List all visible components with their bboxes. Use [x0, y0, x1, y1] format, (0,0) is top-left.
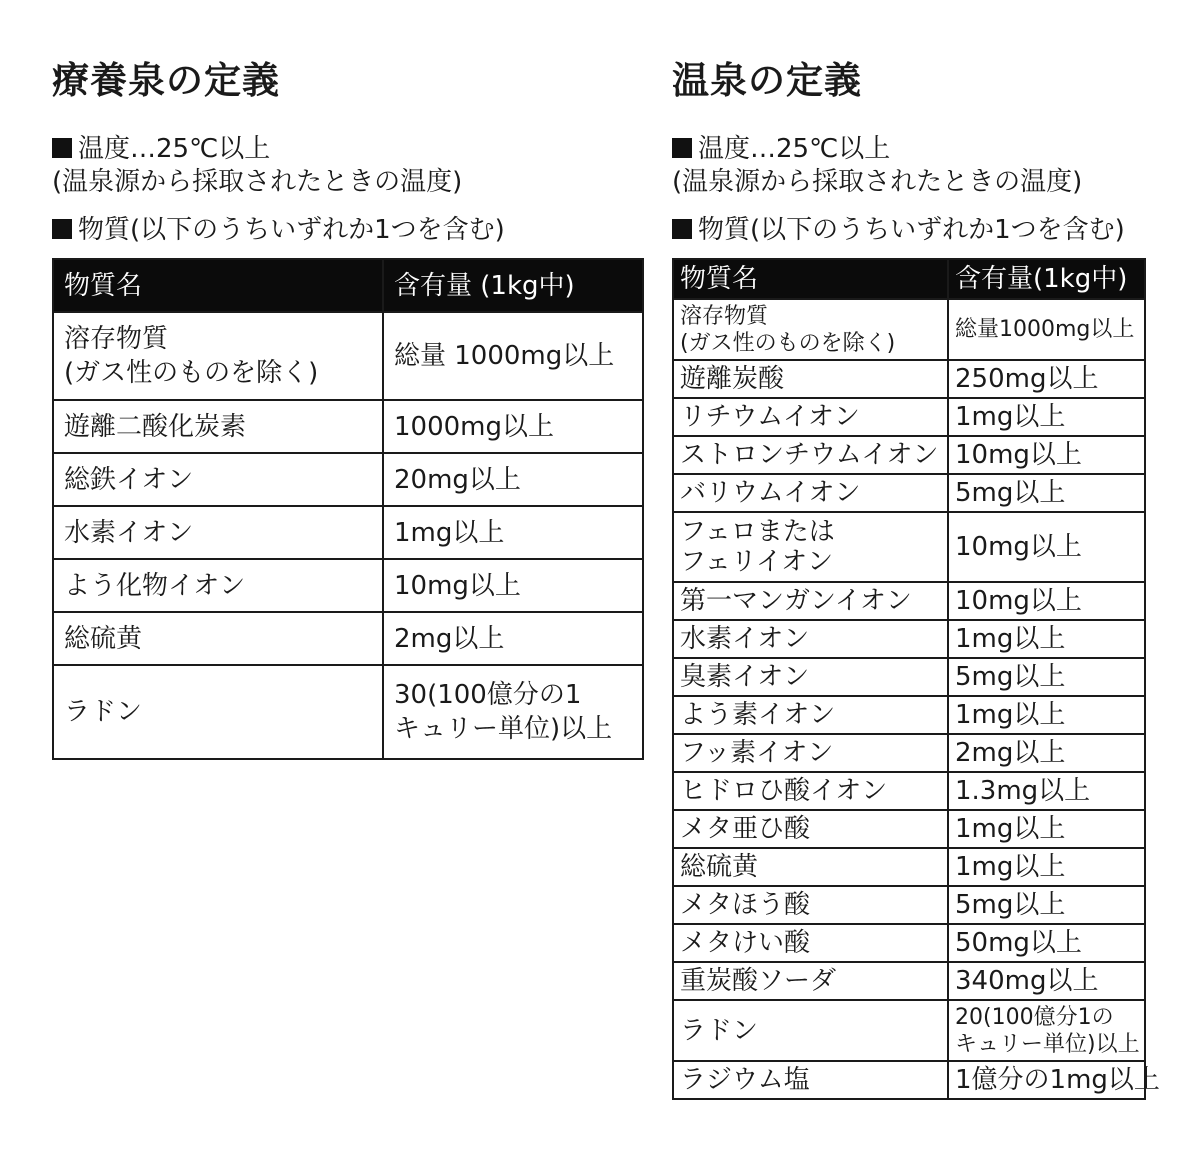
header-substance-name: 物質名 — [673, 259, 948, 299]
amount-cell — [383, 400, 643, 453]
substance-name-line: ラドン — [680, 1015, 759, 1046]
substance-label: 物質(以下のうちいずれか1つを含む) — [698, 215, 1125, 245]
substance-name-line: 水素イオン — [680, 624, 810, 654]
square-bullet-icon — [52, 219, 72, 239]
substance-name-cell — [673, 924, 948, 962]
amount-cell — [948, 582, 1145, 620]
table-row — [53, 453, 643, 506]
substance-name-line: 総硫黄 — [64, 623, 143, 654]
table-row — [673, 924, 1145, 962]
amount-line: 1mg以上 — [955, 700, 1066, 730]
amount-line: 340mg以上 — [955, 966, 1099, 996]
table-row — [53, 665, 643, 759]
amount-line: 総量1000mg以上 — [955, 317, 1135, 342]
amount-cell — [948, 810, 1145, 848]
substance-name-line: (ガス性のものを除く) — [64, 358, 319, 388]
substance-name-line: メタ亜ひ酸 — [680, 814, 811, 844]
table-row — [53, 612, 643, 665]
temperature-note: (温泉源から採取されたときの温度) — [672, 167, 1083, 197]
substance-name-line: リチウムイオン — [680, 402, 860, 432]
amount-cell — [383, 665, 643, 759]
table-row — [673, 810, 1145, 848]
amount-line: 30(100億分の1 — [394, 680, 582, 710]
table-row — [673, 582, 1145, 620]
amount-cell — [948, 299, 1145, 360]
table-row — [673, 962, 1145, 1000]
header-amount: 含有量 (1kg中) — [383, 259, 643, 312]
substance-name-cell — [673, 658, 948, 696]
substance-name-line: 臭素イオン — [680, 662, 810, 692]
substance-name-cell — [673, 582, 948, 620]
amount-line: 10mg以上 — [955, 532, 1082, 562]
amount-line: 2mg以上 — [955, 738, 1066, 768]
temperature-note: (温泉源から採取されたときの温度) — [52, 167, 463, 197]
substance-name-cell — [673, 734, 948, 772]
amount-cell — [383, 559, 643, 612]
table-row — [673, 886, 1145, 924]
substance-name-line: 遊離二酸化炭素 — [64, 411, 247, 442]
amount-line: 5mg以上 — [955, 662, 1066, 692]
substance-name-line: メタほう酸 — [680, 890, 811, 920]
amount-cell — [948, 512, 1145, 582]
ryoyosen-title: 療養泉の定義 — [52, 59, 280, 102]
amount-cell — [948, 1000, 1145, 1061]
table-row — [673, 360, 1145, 398]
amount-line: 50mg以上 — [955, 928, 1082, 958]
amount-line: 20mg以上 — [394, 464, 521, 495]
substance-name-line: 第一マンガンイオン — [680, 586, 912, 616]
substance-name-cell — [53, 559, 383, 612]
table-row — [673, 734, 1145, 772]
table-row — [673, 299, 1145, 360]
table-row — [673, 1061, 1145, 1099]
substance-name-cell — [673, 886, 948, 924]
substance-name-line: フェロまたは — [680, 517, 835, 547]
substance-name-line: ラドン — [64, 697, 143, 727]
substance-name-cell — [673, 436, 948, 474]
substance-name-line: メタけい酸 — [680, 928, 811, 958]
substance-name-line: (ガス性のものを除く) — [680, 330, 896, 356]
amount-cell — [383, 612, 643, 665]
amount-line: 1億分の1mg以上 — [955, 1065, 1160, 1095]
substance-name-line: 総鉄イオン — [64, 464, 194, 495]
amount-cell — [948, 696, 1145, 734]
substance-name-line: 総硫黄 — [680, 852, 759, 882]
substance-name-line: ヒドロひ酸イオン — [680, 776, 888, 806]
amount-cell — [383, 506, 643, 559]
amount-line: 1mg以上 — [955, 402, 1066, 432]
amount-cell — [383, 312, 643, 400]
square-bullet-icon — [52, 138, 72, 158]
substance-name-cell — [673, 299, 948, 360]
amount-cell — [948, 658, 1145, 696]
table-row — [673, 474, 1145, 512]
square-bullet-icon — [672, 138, 692, 158]
amount-cell — [948, 474, 1145, 512]
header-amount: 含有量(1kg中) — [948, 259, 1145, 299]
substance-name-cell — [673, 962, 948, 1000]
amount-line: 250mg以上 — [955, 364, 1099, 394]
substance-name-cell — [673, 772, 948, 810]
table-header-row — [53, 259, 643, 312]
substance-name-cell — [673, 1000, 948, 1061]
amount-line: キュリー単位)以上 — [955, 1031, 1140, 1057]
amount-line: 5mg以上 — [955, 890, 1066, 920]
table-row — [53, 559, 643, 612]
amount-cell — [948, 398, 1145, 436]
table-row — [673, 512, 1145, 582]
table-row — [673, 1000, 1145, 1061]
amount-line: 10mg以上 — [955, 586, 1082, 616]
ryoyosen-table-body — [53, 312, 643, 759]
amount-cell — [948, 962, 1145, 1000]
amount-cell — [948, 620, 1145, 658]
table-row — [673, 658, 1145, 696]
amount-cell — [948, 1061, 1160, 1099]
amount-line: 10mg以上 — [955, 440, 1082, 470]
amount-cell — [948, 886, 1145, 924]
substance-name-line: ストロンチウムイオン — [680, 440, 939, 470]
amount-cell — [383, 453, 643, 506]
ryoyosen-substance-criterion — [52, 214, 505, 247]
table-row — [673, 848, 1145, 886]
substance-name-cell — [673, 1061, 948, 1099]
amount-line: 総量 1000mg以上 — [394, 341, 615, 371]
substance-name-cell — [53, 506, 383, 559]
onsen-title: 温泉の定義 — [672, 59, 862, 102]
square-bullet-icon — [672, 219, 692, 239]
amount-line: 5mg以上 — [955, 478, 1066, 508]
table-row — [673, 398, 1145, 436]
substance-name-cell — [53, 665, 383, 759]
substance-name-cell — [53, 453, 383, 506]
temperature-label: 温度…25℃以上 — [698, 134, 891, 164]
amount-cell — [948, 924, 1145, 962]
amount-line: 1mg以上 — [955, 852, 1066, 882]
substance-name-cell — [673, 848, 948, 886]
amount-line: 1mg以上 — [955, 624, 1066, 654]
amount-cell — [948, 436, 1145, 474]
substance-name-cell — [673, 360, 948, 398]
amount-line: 1mg以上 — [955, 814, 1066, 844]
substance-name-cell — [53, 312, 383, 400]
table-row — [53, 400, 643, 453]
amount-line: 10mg以上 — [394, 570, 521, 601]
amount-line: 1000mg以上 — [394, 411, 554, 442]
amount-line: 2mg以上 — [394, 623, 505, 654]
onsen-table-body — [673, 299, 1160, 1099]
amount-line: 1.3mg以上 — [955, 776, 1091, 806]
substance-name-line: よう化物イオン — [64, 570, 246, 601]
table-header-row — [673, 259, 1145, 299]
amount-cell — [948, 734, 1145, 772]
substance-name-cell — [673, 620, 948, 658]
substance-name-line: フェリイオン — [680, 547, 834, 577]
substance-name-line: 溶存物質 — [680, 303, 769, 329]
substance-name-cell — [53, 612, 383, 665]
amount-cell — [948, 848, 1145, 886]
amount-cell — [948, 360, 1145, 398]
substance-name-line: ラジウム塩 — [680, 1065, 810, 1095]
table-row — [673, 436, 1145, 474]
ryoyosen-temperature-criterion — [52, 133, 462, 199]
table-row — [53, 312, 643, 400]
substance-name-line: よう素イオン — [680, 700, 836, 730]
substance-name-line: 遊離炭酸 — [680, 364, 785, 394]
substance-name-cell — [673, 810, 948, 848]
substance-name-cell — [673, 512, 948, 582]
substance-name-line: バリウムイオン — [680, 478, 861, 508]
table-row — [53, 506, 643, 559]
table-row — [673, 696, 1145, 734]
amount-line: キュリー単位)以上 — [394, 714, 613, 744]
onsen-substance-criterion — [672, 214, 1125, 247]
onsen-table — [672, 258, 1160, 1100]
substance-name-line: 溶存物質 — [64, 324, 169, 354]
temperature-label: 温度…25℃以上 — [78, 134, 271, 164]
substance-name-cell — [673, 474, 948, 512]
header-substance-name: 物質名 — [53, 259, 383, 312]
amount-cell — [948, 772, 1145, 810]
substance-name-cell — [673, 398, 948, 436]
ryoyosen-table — [52, 258, 644, 760]
substance-name-cell — [53, 400, 383, 453]
amount-line: 1mg以上 — [394, 517, 505, 548]
substance-name-cell — [673, 696, 948, 734]
substance-name-line: フッ素イオン — [680, 738, 834, 768]
table-row — [673, 772, 1145, 810]
table-row — [673, 620, 1145, 658]
amount-line: 20(100億分1の — [955, 1004, 1114, 1030]
substance-label: 物質(以下のうちいずれか1つを含む) — [78, 215, 505, 245]
substance-name-line: 水素イオン — [64, 517, 194, 548]
substance-name-line: 重炭酸ソーダ — [680, 966, 837, 996]
onsen-temperature-criterion — [672, 133, 1082, 199]
